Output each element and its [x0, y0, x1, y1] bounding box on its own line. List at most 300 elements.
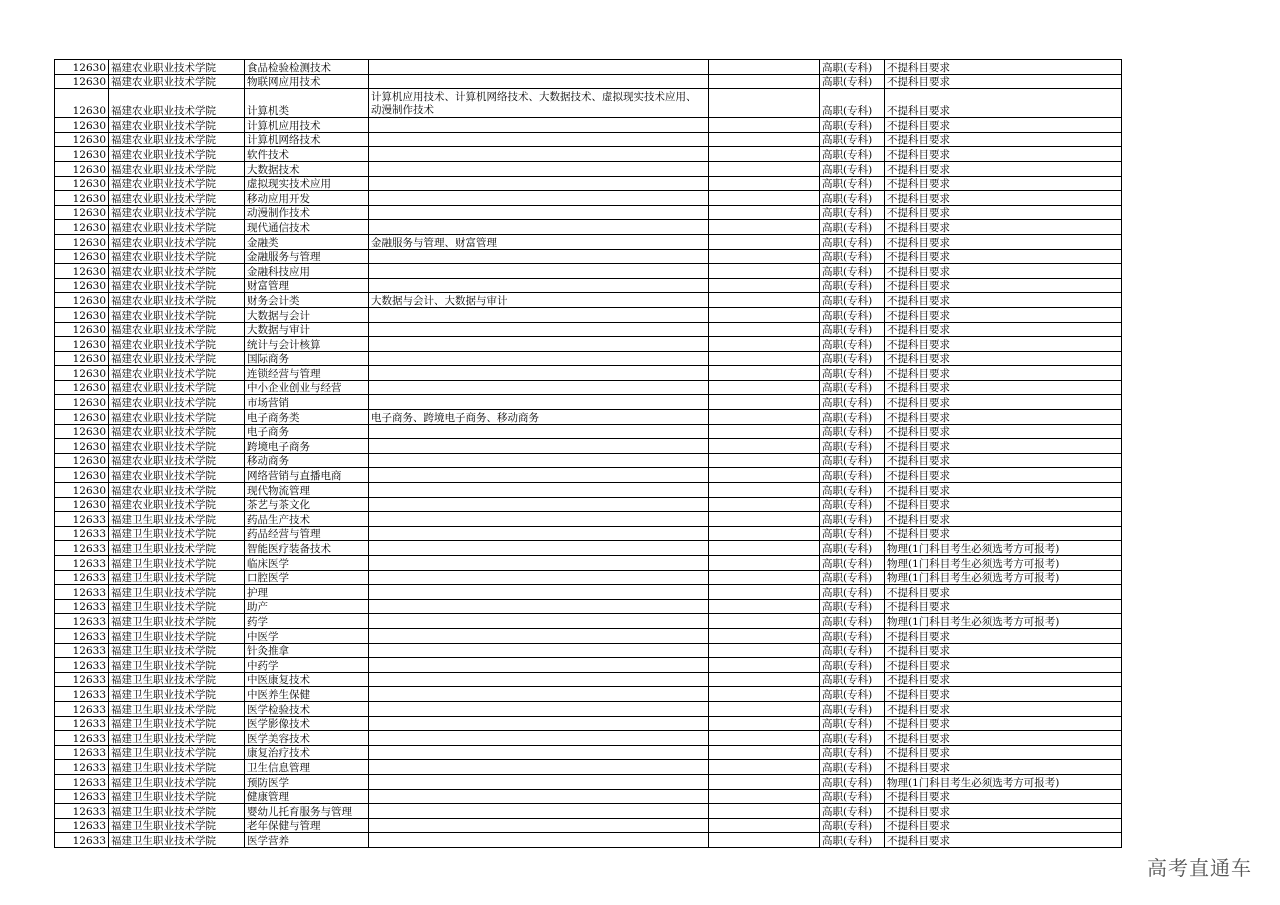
cell-education-level: 高职(专科)	[820, 833, 885, 848]
cell-institution-name: 福建农业职业技术学院	[109, 264, 245, 279]
cell-subject-requirement: 不提科目要求	[885, 599, 1122, 614]
cell-institution-code: 12633	[55, 716, 109, 731]
cell-subject-requirement: 不提科目要求	[885, 366, 1122, 381]
cell-extra-note	[709, 293, 820, 308]
cell-institution-name: 福建卫生职业技术学院	[109, 731, 245, 746]
cell-institution-name: 福建卫生职业技术学院	[109, 833, 245, 848]
cell-institution-code: 12630	[55, 264, 109, 279]
cell-institution-code: 12633	[55, 804, 109, 819]
cell-subject-requirement: 不提科目要求	[885, 672, 1122, 687]
cell-major-group-members	[369, 585, 709, 600]
cell-education-level: 高职(专科)	[820, 701, 885, 716]
cell-subject-requirement: 不提科目要求	[885, 833, 1122, 848]
cell-major-name: 医学影像技术	[245, 716, 369, 731]
table-row	[55, 220, 1122, 235]
cell-institution-code: 12633	[55, 599, 109, 614]
table-row	[55, 351, 1122, 366]
cell-major-group-members	[369, 337, 709, 352]
cell-education-level: 高职(专科)	[820, 89, 885, 118]
cell-institution-name: 福建卫生职业技术学院	[109, 556, 245, 571]
cell-education-level: 高职(专科)	[820, 570, 885, 585]
cell-subject-requirement: 不提科目要求	[885, 351, 1122, 366]
cell-extra-note	[709, 176, 820, 191]
cell-extra-note	[709, 234, 820, 249]
cell-major-name: 老年保健与管理	[245, 818, 369, 833]
table-row	[55, 337, 1122, 352]
cell-subject-requirement: 不提科目要求	[885, 468, 1122, 483]
cell-subject-requirement: 物理(1门科目考生必须选考方可报考)	[885, 570, 1122, 585]
cell-education-level: 高职(专科)	[820, 60, 885, 75]
cell-institution-code: 12633	[55, 818, 109, 833]
cell-institution-code: 12633	[55, 760, 109, 775]
cell-extra-note	[709, 570, 820, 585]
cell-institution-code: 12630	[55, 132, 109, 147]
cell-institution-code: 12630	[55, 89, 109, 118]
cell-major-group-members	[369, 351, 709, 366]
cell-institution-name: 福建卫生职业技术学院	[109, 570, 245, 585]
cell-major-group-members	[369, 307, 709, 322]
cell-major-group-members	[369, 439, 709, 454]
cell-institution-name: 福建农业职业技术学院	[109, 118, 245, 133]
cell-subject-requirement: 不提科目要求	[885, 205, 1122, 220]
table-row	[55, 322, 1122, 337]
cell-major-name: 食品检验检测技术	[245, 60, 369, 75]
cell-subject-requirement: 不提科目要求	[885, 453, 1122, 468]
cell-education-level: 高职(专科)	[820, 132, 885, 147]
table-row	[55, 132, 1122, 147]
cell-education-level: 高职(专科)	[820, 512, 885, 527]
cell-institution-code: 12630	[55, 366, 109, 381]
cell-extra-note	[709, 497, 820, 512]
cell-major-name: 卫生信息管理	[245, 760, 369, 775]
cell-institution-code: 12630	[55, 380, 109, 395]
table-row	[55, 89, 1122, 118]
cell-education-level: 高职(专科)	[820, 249, 885, 264]
cell-institution-name: 福建农业职业技术学院	[109, 74, 245, 89]
cell-institution-name: 福建卫生职业技术学院	[109, 672, 245, 687]
cell-major-group-members	[369, 74, 709, 89]
cell-institution-code: 12630	[55, 322, 109, 337]
cell-subject-requirement: 不提科目要求	[885, 643, 1122, 658]
cell-institution-name: 福建卫生职业技术学院	[109, 614, 245, 629]
cell-institution-code: 12630	[55, 74, 109, 89]
cell-major-group-members	[369, 672, 709, 687]
cell-major-group-members	[369, 468, 709, 483]
cell-extra-note	[709, 818, 820, 833]
table-row	[55, 585, 1122, 600]
table-row	[55, 556, 1122, 571]
table-row	[55, 74, 1122, 89]
cell-major-name: 医学营养	[245, 833, 369, 848]
cell-major-group-members: 计算机应用技术、计算机网络技术、大数据技术、虚拟现实技术应用、动漫制作技术	[369, 89, 709, 118]
cell-institution-name: 福建卫生职业技术学院	[109, 599, 245, 614]
cell-major-group-members	[369, 556, 709, 571]
cell-institution-name: 福建卫生职业技术学院	[109, 512, 245, 527]
table-row	[55, 410, 1122, 425]
cell-major-group-members	[369, 628, 709, 643]
cell-extra-note	[709, 132, 820, 147]
cell-extra-note	[709, 278, 820, 293]
cell-extra-note	[709, 395, 820, 410]
table-row	[55, 439, 1122, 454]
cell-major-name: 中药学	[245, 658, 369, 673]
cell-education-level: 高职(专科)	[820, 293, 885, 308]
cell-subject-requirement: 不提科目要求	[885, 804, 1122, 819]
cell-major-group-members	[369, 60, 709, 75]
cell-major-group-members	[369, 760, 709, 775]
cell-institution-code: 12633	[55, 658, 109, 673]
cell-education-level: 高职(专科)	[820, 789, 885, 804]
cell-major-group-members	[369, 395, 709, 410]
cell-institution-code: 12633	[55, 731, 109, 746]
cell-major-name: 药品生产技术	[245, 512, 369, 527]
cell-institution-name: 福建卫生职业技术学院	[109, 701, 245, 716]
table-row	[55, 599, 1122, 614]
cell-institution-name: 福建农业职业技术学院	[109, 497, 245, 512]
cell-education-level: 高职(专科)	[820, 556, 885, 571]
cell-major-group-members	[369, 745, 709, 760]
cell-major-group-members: 金融服务与管理、财富管理	[369, 234, 709, 249]
table-row	[55, 570, 1122, 585]
cell-institution-code: 12633	[55, 672, 109, 687]
cell-education-level: 高职(专科)	[820, 672, 885, 687]
cell-education-level: 高职(专科)	[820, 395, 885, 410]
cell-major-name: 大数据与会计	[245, 307, 369, 322]
cell-major-name: 针灸推拿	[245, 643, 369, 658]
cell-education-level: 高职(专科)	[820, 118, 885, 133]
cell-extra-note	[709, 716, 820, 731]
cell-major-name: 金融类	[245, 234, 369, 249]
table-row	[55, 760, 1122, 775]
cell-institution-name: 福建卫生职业技术学院	[109, 687, 245, 702]
cell-institution-name: 福建农业职业技术学院	[109, 307, 245, 322]
cell-institution-name: 福建农业职业技术学院	[109, 453, 245, 468]
cell-extra-note	[709, 541, 820, 556]
cell-subject-requirement: 不提科目要求	[885, 687, 1122, 702]
cell-institution-name: 福建卫生职业技术学院	[109, 526, 245, 541]
table-body	[55, 60, 1122, 848]
cell-subject-requirement: 不提科目要求	[885, 658, 1122, 673]
cell-education-level: 高职(专科)	[820, 453, 885, 468]
cell-institution-code: 12630	[55, 234, 109, 249]
table-row	[55, 395, 1122, 410]
cell-subject-requirement: 不提科目要求	[885, 132, 1122, 147]
cell-institution-name: 福建农业职业技术学院	[109, 191, 245, 206]
cell-major-name: 大数据与审计	[245, 322, 369, 337]
cell-subject-requirement: 物理(1门科目考生必须选考方可报考)	[885, 774, 1122, 789]
cell-extra-note	[709, 643, 820, 658]
cell-education-level: 高职(专科)	[820, 731, 885, 746]
cell-subject-requirement: 不提科目要求	[885, 89, 1122, 118]
cell-education-level: 高职(专科)	[820, 191, 885, 206]
cell-extra-note	[709, 220, 820, 235]
cell-subject-requirement: 不提科目要求	[885, 60, 1122, 75]
cell-major-name: 中医康复技术	[245, 672, 369, 687]
cell-education-level: 高职(专科)	[820, 264, 885, 279]
cell-major-group-members	[369, 599, 709, 614]
cell-education-level: 高职(专科)	[820, 716, 885, 731]
table-row	[55, 307, 1122, 322]
cell-institution-code: 12630	[55, 278, 109, 293]
cell-major-name: 婴幼儿托育服务与管理	[245, 804, 369, 819]
cell-institution-name: 福建农业职业技术学院	[109, 322, 245, 337]
cell-institution-code: 12630	[55, 337, 109, 352]
cell-extra-note	[709, 161, 820, 176]
table-row	[55, 716, 1122, 731]
cell-institution-name: 福建农业职业技术学院	[109, 337, 245, 352]
cell-institution-name: 福建卫生职业技术学院	[109, 628, 245, 643]
cell-extra-note	[709, 804, 820, 819]
cell-major-group-members	[369, 541, 709, 556]
cell-education-level: 高职(专科)	[820, 337, 885, 352]
cell-institution-name: 福建农业职业技术学院	[109, 395, 245, 410]
cell-education-level: 高职(专科)	[820, 278, 885, 293]
cell-institution-name: 福建农业职业技术学院	[109, 89, 245, 118]
cell-major-name: 大数据技术	[245, 161, 369, 176]
cell-institution-code: 12633	[55, 789, 109, 804]
table-row	[55, 818, 1122, 833]
cell-extra-note	[709, 74, 820, 89]
cell-institution-name: 福建卫生职业技术学院	[109, 658, 245, 673]
cell-institution-code: 12630	[55, 161, 109, 176]
cell-major-group-members	[369, 220, 709, 235]
cell-extra-note	[709, 628, 820, 643]
cell-major-group-members	[369, 147, 709, 162]
cell-extra-note	[709, 833, 820, 848]
cell-major-group-members	[369, 483, 709, 498]
cell-subject-requirement: 不提科目要求	[885, 760, 1122, 775]
cell-education-level: 高职(专科)	[820, 307, 885, 322]
cell-extra-note	[709, 453, 820, 468]
cell-major-name: 软件技术	[245, 147, 369, 162]
cell-subject-requirement: 不提科目要求	[885, 234, 1122, 249]
cell-education-level: 高职(专科)	[820, 176, 885, 191]
cell-major-name: 金融科技应用	[245, 264, 369, 279]
cell-subject-requirement: 不提科目要求	[885, 483, 1122, 498]
cell-extra-note	[709, 380, 820, 395]
cell-institution-name: 福建农业职业技术学院	[109, 205, 245, 220]
cell-major-group-members	[369, 366, 709, 381]
cell-major-group-members	[369, 249, 709, 264]
cell-subject-requirement: 不提科目要求	[885, 147, 1122, 162]
cell-education-level: 高职(专科)	[820, 760, 885, 775]
cell-major-name: 计算机应用技术	[245, 118, 369, 133]
cell-subject-requirement: 不提科目要求	[885, 716, 1122, 731]
table-row	[55, 541, 1122, 556]
cell-major-name: 财务会计类	[245, 293, 369, 308]
table-row	[55, 234, 1122, 249]
cell-institution-code: 12630	[55, 351, 109, 366]
cell-major-group-members	[369, 804, 709, 819]
cell-major-name: 中医养生保健	[245, 687, 369, 702]
cell-institution-code: 12630	[55, 424, 109, 439]
table-row	[55, 468, 1122, 483]
cell-major-name: 现代通信技术	[245, 220, 369, 235]
cell-education-level: 高职(专科)	[820, 439, 885, 454]
table-row	[55, 687, 1122, 702]
cell-education-level: 高职(专科)	[820, 658, 885, 673]
cell-major-name: 统计与会计核算	[245, 337, 369, 352]
cell-major-group-members	[369, 205, 709, 220]
table-row	[55, 833, 1122, 848]
cell-education-level: 高职(专科)	[820, 322, 885, 337]
cell-subject-requirement: 不提科目要求	[885, 526, 1122, 541]
cell-subject-requirement: 不提科目要求	[885, 191, 1122, 206]
cell-education-level: 高职(专科)	[820, 424, 885, 439]
table-row	[55, 118, 1122, 133]
cell-institution-code: 12630	[55, 118, 109, 133]
cell-institution-name: 福建卫生职业技术学院	[109, 804, 245, 819]
cell-education-level: 高职(专科)	[820, 628, 885, 643]
table-row	[55, 745, 1122, 760]
cell-extra-note	[709, 658, 820, 673]
cell-institution-code: 12630	[55, 293, 109, 308]
cell-institution-name: 福建卫生职业技术学院	[109, 585, 245, 600]
cell-major-group-members	[369, 176, 709, 191]
cell-institution-code: 12633	[55, 585, 109, 600]
table-row	[55, 512, 1122, 527]
cell-major-name: 跨境电子商务	[245, 439, 369, 454]
cell-major-name: 市场营销	[245, 395, 369, 410]
cell-institution-name: 福建卫生职业技术学院	[109, 643, 245, 658]
cell-institution-code: 12633	[55, 643, 109, 658]
cell-major-name: 药学	[245, 614, 369, 629]
cell-major-group-members	[369, 701, 709, 716]
cell-subject-requirement: 不提科目要求	[885, 512, 1122, 527]
cell-education-level: 高职(专科)	[820, 818, 885, 833]
cell-institution-name: 福建卫生职业技术学院	[109, 774, 245, 789]
cell-extra-note	[709, 585, 820, 600]
cell-extra-note	[709, 774, 820, 789]
cell-major-name: 中小企业创业与经营	[245, 380, 369, 395]
table-row	[55, 147, 1122, 162]
cell-institution-name: 福建农业职业技术学院	[109, 424, 245, 439]
cell-major-name: 动漫制作技术	[245, 205, 369, 220]
table-row	[55, 249, 1122, 264]
table-row	[55, 789, 1122, 804]
cell-extra-note	[709, 307, 820, 322]
cell-education-level: 高职(专科)	[820, 614, 885, 629]
table-row	[55, 366, 1122, 381]
cell-major-group-members	[369, 526, 709, 541]
table-row	[55, 804, 1122, 819]
cell-extra-note	[709, 701, 820, 716]
cell-major-name: 虚拟现实技术应用	[245, 176, 369, 191]
cell-institution-name: 福建农业职业技术学院	[109, 161, 245, 176]
cell-major-name: 康复治疗技术	[245, 745, 369, 760]
cell-subject-requirement: 不提科目要求	[885, 380, 1122, 395]
cell-major-group-members	[369, 570, 709, 585]
cell-major-name: 助产	[245, 599, 369, 614]
cell-institution-code: 12633	[55, 774, 109, 789]
table-row	[55, 672, 1122, 687]
table-row	[55, 701, 1122, 716]
cell-major-name: 医学美容技术	[245, 731, 369, 746]
cell-institution-name: 福建农业职业技术学院	[109, 439, 245, 454]
cell-major-name: 药品经营与管理	[245, 526, 369, 541]
cell-major-group-members	[369, 774, 709, 789]
cell-institution-name: 福建农业职业技术学院	[109, 351, 245, 366]
cell-major-group-members	[369, 161, 709, 176]
cell-extra-note	[709, 731, 820, 746]
table-row	[55, 643, 1122, 658]
cell-subject-requirement: 不提科目要求	[885, 74, 1122, 89]
cell-extra-note	[709, 322, 820, 337]
cell-education-level: 高职(专科)	[820, 774, 885, 789]
cell-institution-name: 福建农业职业技术学院	[109, 410, 245, 425]
table-row	[55, 526, 1122, 541]
cell-major-name: 电子商务类	[245, 410, 369, 425]
cell-extra-note	[709, 147, 820, 162]
cell-major-group-members	[369, 118, 709, 133]
cell-institution-code: 12633	[55, 687, 109, 702]
cell-education-level: 高职(专科)	[820, 74, 885, 89]
cell-institution-name: 福建卫生职业技术学院	[109, 716, 245, 731]
cell-institution-code: 12630	[55, 249, 109, 264]
cell-subject-requirement: 不提科目要求	[885, 628, 1122, 643]
table-row	[55, 293, 1122, 308]
table-row	[55, 453, 1122, 468]
cell-major-group-members	[369, 789, 709, 804]
cell-institution-code: 12630	[55, 176, 109, 191]
cell-education-level: 高职(专科)	[820, 804, 885, 819]
cell-institution-code: 12633	[55, 701, 109, 716]
cell-subject-requirement: 物理(1门科目考生必须选考方可报考)	[885, 556, 1122, 571]
cell-institution-name: 福建农业职业技术学院	[109, 468, 245, 483]
table-row	[55, 161, 1122, 176]
cell-major-group-members	[369, 833, 709, 848]
cell-institution-name: 福建农业职业技术学院	[109, 366, 245, 381]
cell-major-name: 计算机网络技术	[245, 132, 369, 147]
cell-major-group-members	[369, 453, 709, 468]
cell-institution-name: 福建农业职业技术学院	[109, 147, 245, 162]
cell-education-level: 高职(专科)	[820, 161, 885, 176]
table-row	[55, 60, 1122, 75]
table-row	[55, 424, 1122, 439]
cell-extra-note	[709, 745, 820, 760]
cell-subject-requirement: 不提科目要求	[885, 585, 1122, 600]
cell-subject-requirement: 不提科目要求	[885, 395, 1122, 410]
cell-major-group-members	[369, 424, 709, 439]
table-row	[55, 497, 1122, 512]
cell-education-level: 高职(专科)	[820, 643, 885, 658]
cell-extra-note	[709, 512, 820, 527]
cell-institution-name: 福建卫生职业技术学院	[109, 745, 245, 760]
cell-subject-requirement: 不提科目要求	[885, 293, 1122, 308]
cell-extra-note	[709, 614, 820, 629]
cell-extra-note	[709, 599, 820, 614]
cell-subject-requirement: 不提科目要求	[885, 337, 1122, 352]
cell-education-level: 高职(专科)	[820, 205, 885, 220]
cell-major-group-members	[369, 687, 709, 702]
cell-major-group-members	[369, 380, 709, 395]
cell-institution-code: 12633	[55, 512, 109, 527]
cell-education-level: 高职(专科)	[820, 599, 885, 614]
cell-institution-code: 12630	[55, 453, 109, 468]
cell-major-group-members	[369, 132, 709, 147]
cell-institution-code: 12630	[55, 205, 109, 220]
table-row	[55, 176, 1122, 191]
cell-institution-name: 福建卫生职业技术学院	[109, 789, 245, 804]
cell-major-name: 移动应用开发	[245, 191, 369, 206]
cell-institution-code: 12633	[55, 526, 109, 541]
cell-major-name: 财富管理	[245, 278, 369, 293]
cell-major-name: 中医学	[245, 628, 369, 643]
cell-education-level: 高职(专科)	[820, 410, 885, 425]
cell-major-name: 连锁经营与管理	[245, 366, 369, 381]
cell-institution-code: 12630	[55, 60, 109, 75]
cell-extra-note	[709, 249, 820, 264]
